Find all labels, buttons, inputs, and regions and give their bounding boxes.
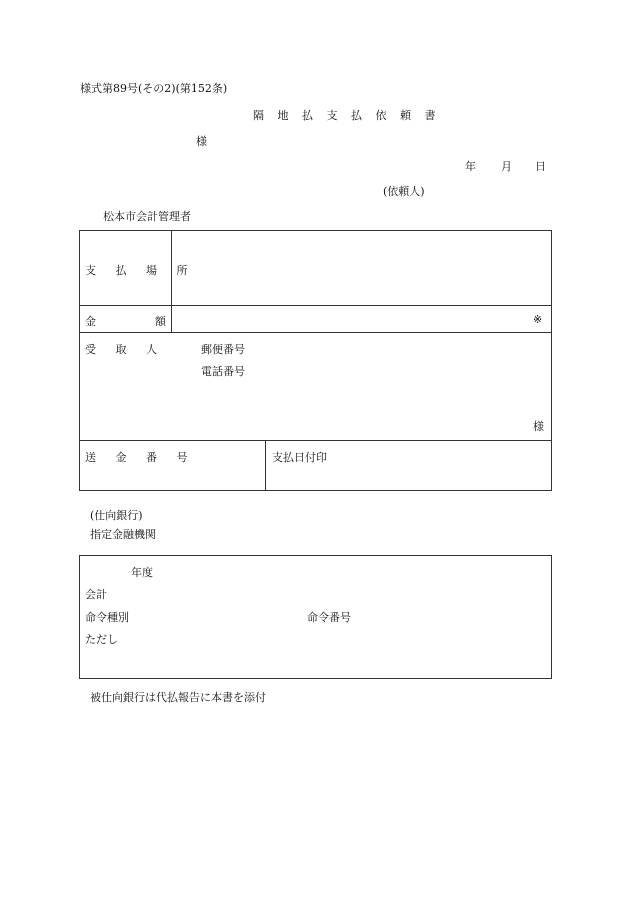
payee-label: 受 取 人	[85, 343, 165, 356]
row-divider	[79, 332, 552, 333]
order-type-label: 命令種別	[85, 611, 129, 624]
date-day: 日	[535, 160, 546, 173]
proviso-label: ただし	[85, 633, 118, 646]
account-label: 会計	[85, 588, 107, 601]
row-divider	[79, 440, 552, 441]
payment-place-label: 支 払 場 所	[85, 264, 196, 277]
bank-paren-label: (仕向銀行)	[90, 509, 143, 522]
payment-date-stamp-label: 支払日付印	[272, 451, 327, 464]
phone-label: 電話番号	[201, 365, 245, 378]
column-divider	[265, 440, 266, 491]
form-number: 様式第89号(その2)(第152条)	[80, 82, 228, 95]
recipient: 松本市会計管理者	[103, 210, 191, 223]
order-number-label: 命令番号	[307, 611, 351, 624]
addressee-suffix: 様	[196, 135, 207, 148]
amount-label-1: 金	[85, 315, 96, 328]
payee-suffix: 様	[533, 420, 544, 433]
designated-institution: 指定金融機関	[90, 528, 156, 541]
footer-note: 被仕向銀行は代払報告に本書を添付	[90, 691, 266, 704]
page-title: 隔 地 払 支 払 依 頼 書	[253, 109, 441, 122]
amount-label-2: 額	[155, 315, 166, 328]
remittance-number-label: 送 金 番 号	[85, 451, 196, 464]
fiscal-year-label: 年度	[131, 566, 153, 579]
amount-note-mark: ※	[533, 313, 543, 326]
date-year: 年	[465, 160, 476, 173]
requester-label: (依頼人)	[383, 185, 425, 198]
postal-code-label: 郵便番号	[201, 343, 245, 356]
column-divider	[171, 230, 172, 332]
row-divider	[79, 305, 552, 306]
date-month: 月	[501, 160, 512, 173]
